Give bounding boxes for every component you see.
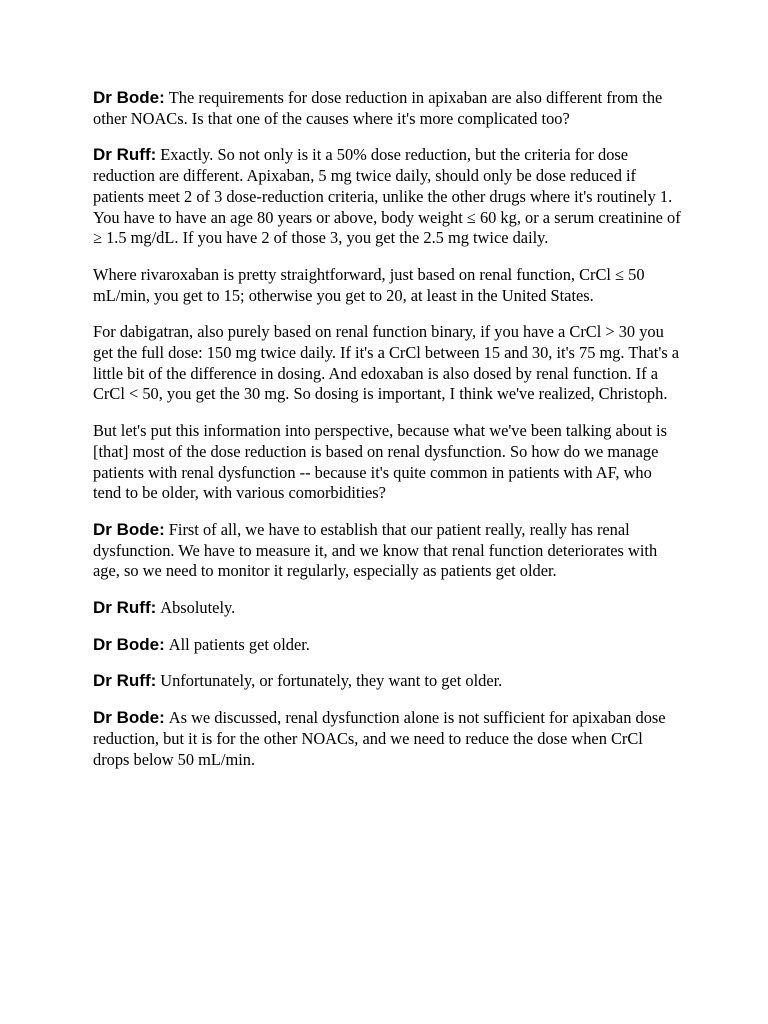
- transcript-body: [93, 88, 683, 786]
- paragraph-text: As we discussed, renal dysfunction alone is not sufficient for apixaban dose reduction, but it is for the other NOACs, and we need to reduce the dose when CrCl drops below 50 mL/min.: [93, 708, 666, 769]
- speaker-label: Dr Ruff:: [93, 671, 157, 691]
- speaker-label: Dr Ruff:: [93, 598, 157, 618]
- paragraph-7: [93, 598, 683, 619]
- paragraph-3: [93, 265, 683, 306]
- paragraph-6: [93, 520, 683, 582]
- paragraph-text: For dabigatran, also purely based on renal function binary, if you have a CrCl > 30 you get the full dose: 150 mg twice daily. If it's a CrCl between 15 and 30, it's 75 mg. That's a little bit of the difference in dosing. And edoxaban is also dosed by renal function. If a CrCl < 50, you get the 30 mg. So dosing is important, I think we've realized, Christoph.: [93, 322, 680, 404]
- paragraph-text: All patients get older.: [168, 634, 310, 654]
- paragraph-8: [93, 635, 683, 656]
- speaker-label: Dr Bode:: [93, 634, 165, 654]
- speaker-label: Dr Bode:: [93, 708, 165, 728]
- paragraph-1: [93, 88, 683, 129]
- paragraph-9: [93, 671, 683, 692]
- paragraph-text: Unfortunately, or fortunately, they want to get older.: [160, 671, 503, 691]
- paragraph-text: Exactly. So not only is it a 50% dose reduction, but the criteria for dose reduction are different. Apixaban, 5 mg twice daily, should only be dose reduced if patients meet 2 of 3 dose-reduction criteria, unlike the other drugs where it's routinely 1. You have to have an age 80 years or above, body weight ≤ 60 kg, or a serum creatinine of ≥ 1.5 mg/dL. If you have 2 of those 3, you get the 2.5 mg twice daily.: [93, 145, 681, 248]
- paragraph-5: [93, 421, 683, 504]
- speaker-label: Dr Ruff:: [93, 145, 157, 165]
- paragraph-text: But let's put this information into perspective, because what we've been talking about is [that] most of the dose reduction is based on renal dysfunction. So how do we manage patients with renal dysfunction -- because it's quite common in patients with AF, who tend to be older, with various comorbidities?: [93, 421, 667, 503]
- speaker-label: Dr Bode:: [93, 88, 165, 107]
- paragraph-text: The requirements for dose reduction in apixaban are also different from the other NOACs. Is that one of the causes where it's more complicated too?: [93, 88, 663, 128]
- paragraph-text: Absolutely.: [160, 598, 236, 618]
- paragraph-text: First of all, we have to establish that our patient really, really has renal dysfunction. We have to measure it, and we know that renal function deteriorates with age, so we need to monitor it regularly, especially as patients get older.: [93, 519, 658, 581]
- paragraph-10: [93, 708, 683, 770]
- paragraph-2: [93, 145, 683, 249]
- paragraph-4: [93, 322, 683, 405]
- speaker-label: Dr Bode:: [93, 519, 165, 539]
- paragraph-text: Where rivaroxaban is pretty straightforward, just based on renal function, CrCl ≤ 50 mL/min, you get to 15; otherwise you get to 20, at least in the United States.: [93, 264, 645, 305]
